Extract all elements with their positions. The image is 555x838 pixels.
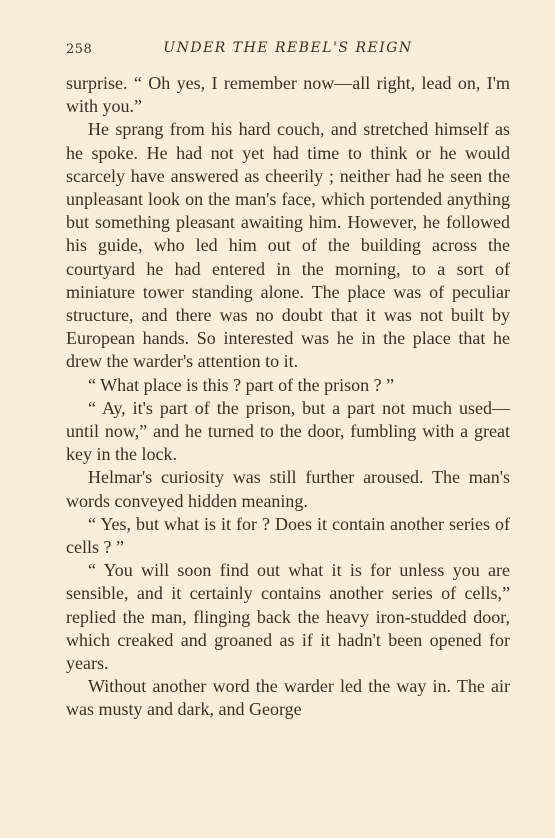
page-number: 258 <box>66 42 93 57</box>
book-page <box>66 40 510 722</box>
body-text <box>66 72 510 722</box>
paragraph-1: surprise. “ Oh yes, I remember now—all right, lead on, I'm with you.” <box>66 73 510 117</box>
paragraph-5: Helmar's curiosity was still further aroused. The man's words conveyed hidden meaning. <box>66 467 510 511</box>
paragraph-8: Without another word the warder led the way in. The air was musty and dark, and George <box>66 676 510 720</box>
paragraph-3: “ What place is this ? part of the prison ? ” <box>88 374 395 395</box>
paragraph-6: “ Yes, but what is it for ? Does it contain another series of cells ? ” <box>66 513 510 558</box>
paragraph-7: “ You will soon find out what it is for unless you are sensible, and it certainly contains another series of cells,” replied the man, flinging back the heavy iron-studded door, which creaked and groaned as if it hadn't been opened for years. <box>66 560 510 674</box>
paragraph-4: “ Ay, it's part of the prison, but a part not much used—until now,” and he turned to the door, fumbling with a great key in the lock. <box>66 397 510 465</box>
paragraph-2: He sprang from his hard couch, and stretched himself as he spoke. He had not yet had time to think or he would scarcely have answered as cheerily ; neither had he seen the unpleasant look on the man's face, which portended anything but something pleasant awaiting him. However, he followed his guide, who led him out of the building across the courtyard he had entered in the morning, to a sort of miniature tower standing alone. The place was of peculiar structure, and there was no doubt that it was not built by European hands. So interested was he in the place that he drew the warder's attention to it. <box>66 119 510 372</box>
running-title: UNDER THE REBEL'S REIGN <box>163 40 413 56</box>
page-header <box>66 40 510 62</box>
